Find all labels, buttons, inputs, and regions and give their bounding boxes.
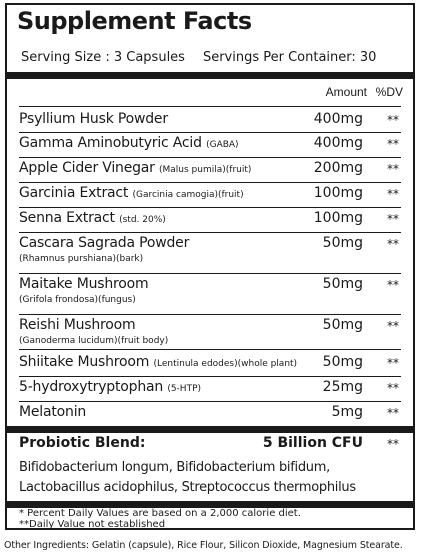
ingredient-dv: ** [387,356,399,370]
ingredient-note: (GABA) [206,140,239,150]
ingredient-name-text: Shiitake Mushroom [19,354,150,370]
ingredient-dv: ** [387,137,399,151]
ingredient-name [19,210,166,226]
row-divider [19,401,401,402]
probiotic-strains-line: Lactobacillus acidophilus, Streptococcus thermophilus [19,480,356,495]
ingredient-amount: 100mg [313,185,363,201]
row-divider [19,273,401,274]
row-divider [19,157,401,158]
ingredient-name-text: Gamma Aminobutyric Acid [19,135,202,151]
other-ingredients: Other Ingredients: Gelatin (capsule), Rice Flour, Silicon Dioxide, Magnesium Stearate. [4,540,403,551]
ingredient-dv: ** [387,162,399,176]
servings-per-container: Servings Per Container: 30 [202,50,377,65]
ingredient-dv: ** [387,187,399,201]
ingredient-name [19,379,201,395]
thick-divider [7,426,413,433]
probiotic-blend-amount: 5 Billion CFU [262,435,363,451]
ingredient-amount: 50mg [322,276,363,292]
ingredient-name [19,160,251,176]
ingredient-amount: 200mg [313,160,363,176]
daily-value-footnote: * Percent Daily Values are based on a 2,000 calorie diet. [19,508,301,519]
divider [19,106,401,107]
ingredient-dv: ** [387,406,399,420]
probiotic-strains-line: Bifidobacterium longum, Bifidobacterium bifidum, [19,460,330,475]
row-divider [19,232,401,233]
ingredient-amount: 50mg [322,354,363,370]
row-divider [19,376,401,377]
ingredient-amount: 100mg [313,210,363,226]
ingredient-name-text: Maitake Mushroom [19,276,149,292]
ingredient-dv: ** [387,212,399,226]
ingredient-name-text: Melatonin [19,404,87,420]
row-divider [19,314,401,315]
ingredient-amount: 25mg [322,379,363,395]
ingredient-name [19,235,189,251]
ingredient-name-text: Cascara Sagrada Powder [19,235,190,251]
row-divider [19,182,401,183]
ingredient-source: (Grifola frondosa)(fungus) [19,295,136,305]
ingredient-name [19,317,135,333]
row-divider [19,132,401,133]
ingredient-name-text: 5-hydroxytryptophan [19,379,164,395]
thick-divider [7,72,413,79]
ingredient-note: (Lentinula edodes)(whole plant) [153,359,298,369]
ingredient-name [19,354,297,370]
ingredient-name [19,135,239,151]
ingredient-name [19,111,168,127]
ingredient-amount: 5mg [331,404,363,420]
ingredient-amount: 400mg [313,135,363,151]
row-divider [19,349,401,350]
ingredient-name [19,404,86,420]
ingredient-name-text: Psyllium Husk Powder [19,111,168,127]
dv-header: %DV [375,85,403,99]
ingredient-dv: ** [387,113,399,127]
thick-divider [7,501,413,508]
ingredient-name [19,185,244,201]
ingredient-amount: 50mg [322,235,363,251]
serving-size: Serving Size : 3 Capsules [21,50,185,65]
ingredient-note: (std. 20%) [119,215,166,225]
ingredient-name-text: Garcinia Extract [19,185,129,201]
ingredient-name-text: Reishi Mushroom [19,317,136,333]
ingredient-dv: ** [387,237,399,251]
supplement-facts-panel [5,3,415,530]
ingredient-name-text: Apple Cider Vinegar [19,160,155,176]
ingredient-dv: ** [387,319,399,333]
ingredient-dv: ** [387,381,399,395]
panel-title: Supplement Facts [17,7,252,35]
probiotic-blend-label: Probiotic Blend: [19,435,146,451]
ingredient-note: (Malus pumila)(fruit) [159,165,252,175]
serving-info [21,50,376,65]
ingredient-note: (5-HTP) [167,384,202,394]
ingredient-name-text: Senna Extract [19,210,115,226]
ingredient-amount: 400mg [313,111,363,127]
not-established-footnote: **Daily Value not established [19,519,166,530]
ingredient-dv: ** [387,278,399,292]
probiotic-blend-dv: ** [387,437,399,451]
ingredient-source: (Ganoderma lucidum)(fruit body) [19,336,169,346]
ingredient-note: (Garcinia camogia)(fruit) [132,190,244,200]
ingredient-amount: 50mg [322,317,363,333]
amount-header: Amount [325,85,367,99]
row-divider [19,207,401,208]
ingredient-source: (Rhamnus purshiana)(bark) [19,254,144,264]
ingredient-name [19,276,148,292]
